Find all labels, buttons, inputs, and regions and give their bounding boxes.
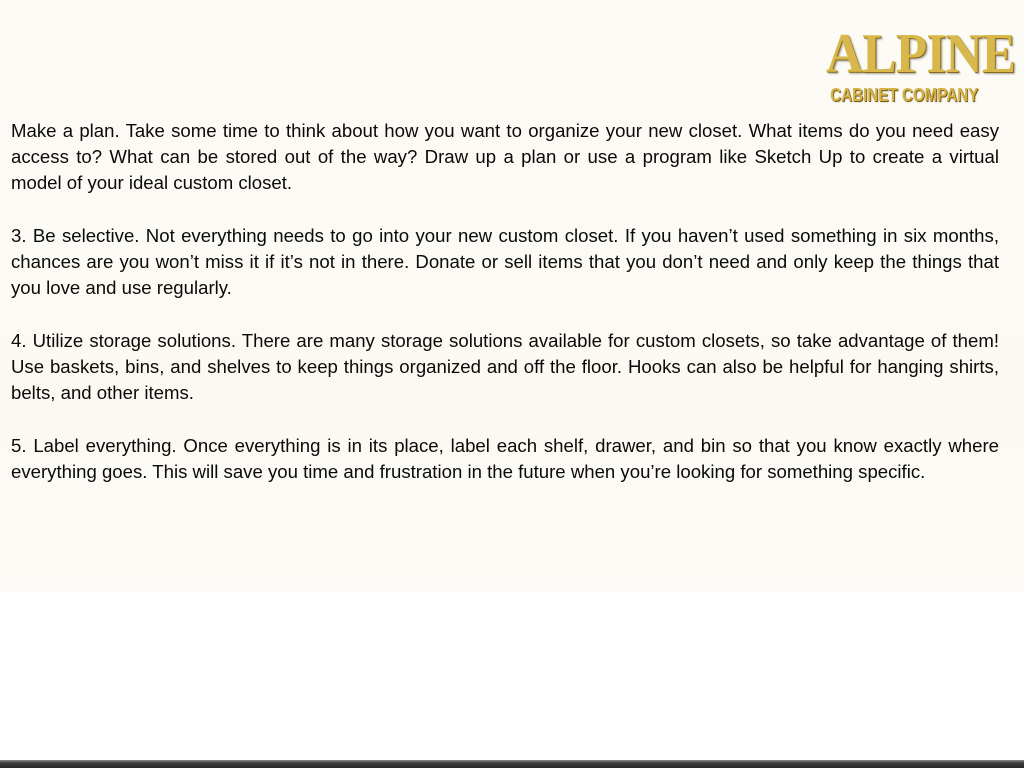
- paragraph-make-a-plan: Make a plan. Take some time to think about how you want to organize your new closet. What items do you need easy access to? What can be stored out of the way? Draw up a plan or use a program like Sketch Up to create a virtual model of your ideal custom closet.: [11, 120, 999, 193]
- paragraph-storage-solutions: 4. Utilize storage solutions. There are many storage solutions available for custom closets, so take advantage of them! Use baskets, bins, and shelves to keep things organized and off the floor. Hooks can also be helpful for hanging shirts, belts, and other items.: [11, 330, 999, 403]
- logo-wordmark: ALPINE: [826, 23, 1016, 85]
- company-logo: [826, 22, 1016, 114]
- paragraph-be-selective: 3. Be selective. Not everything needs to go into your new custom closet. If you haven’t used something in six months, chances are you won’t miss it if it’s not in there. Donate or sell items that you don’t need and only keep the things that you love and use regularly.: [11, 225, 999, 298]
- slide-body: [11, 118, 999, 512]
- bottom-divider-bar: [0, 760, 1024, 768]
- logo-tagline: CABINET COMPANY: [830, 84, 979, 105]
- paragraph-label-everything: 5. Label everything. Once everything is in its place, label each shelf, drawer, and bin so that you know exactly where everything goes. This will save you time and frustration in the future when you’re looking for something specific.: [11, 435, 999, 482]
